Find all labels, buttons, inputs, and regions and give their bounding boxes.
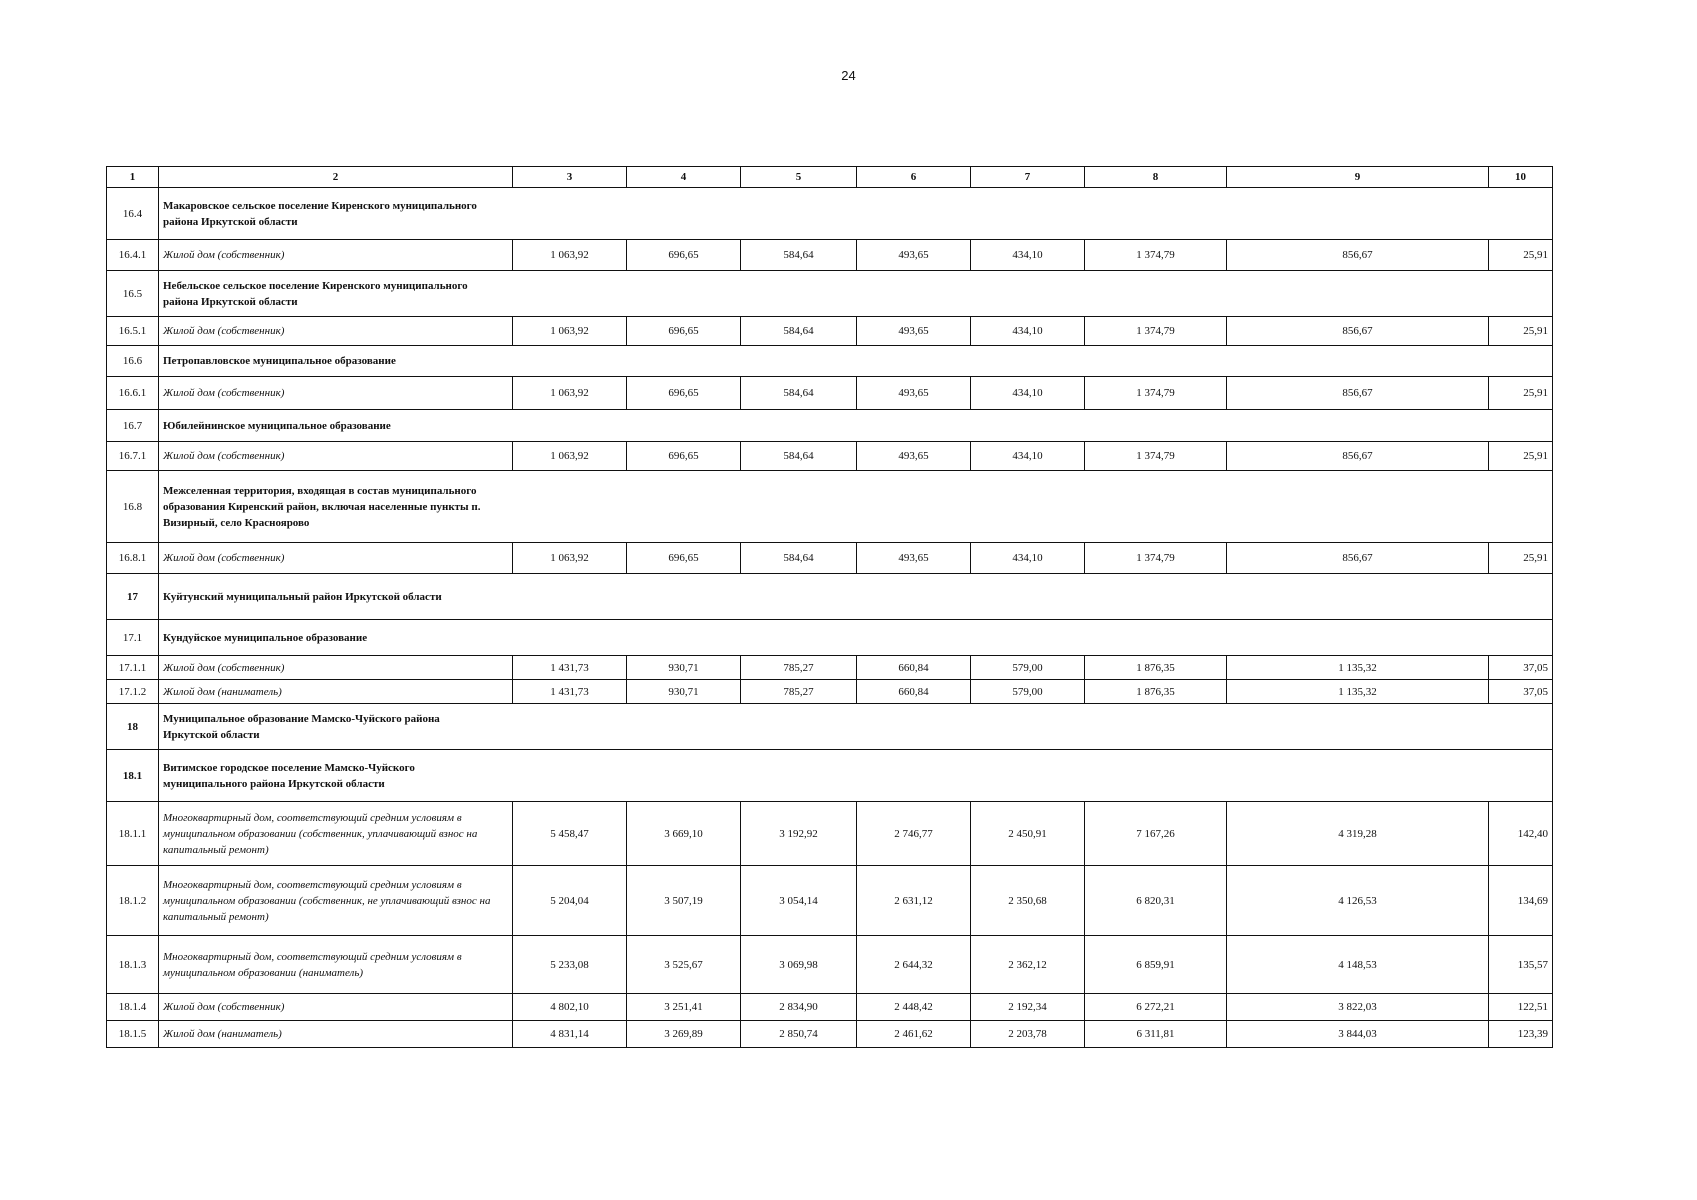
header-cell: 3: [513, 167, 627, 188]
value-cell: 1 063,92: [513, 442, 627, 471]
item-name: Многоквартирный дом, соответствующий средним условиям в муниципальном образовании (собственник, не уплачивающий взнос на капитальный ремонт): [159, 866, 513, 936]
value-cell: 122,51: [1489, 994, 1553, 1021]
row-code: 16.8: [107, 471, 159, 543]
value-cell: 2 350,68: [971, 866, 1085, 936]
item-name: Жилой дом (наниматель): [159, 680, 513, 704]
value-cell: 25,91: [1489, 317, 1553, 346]
value-cell: 6 272,21: [1085, 994, 1227, 1021]
value-cell: 3 669,10: [627, 802, 741, 866]
value-cell: 3 507,19: [627, 866, 741, 936]
section-title-text: Муниципальное образование Мамско-Чуйского района Иркутской области: [163, 712, 440, 741]
item-name: Многоквартирный дом, соответствующий средним условиям в муниципальном образовании (наниматель): [159, 936, 513, 994]
row-code: 16.4.1: [107, 240, 159, 271]
section-row: [107, 188, 1553, 240]
row-code: 17.1: [107, 620, 159, 656]
value-cell: 3 525,67: [627, 936, 741, 994]
value-cell: 493,65: [857, 442, 971, 471]
value-cell: 1 374,79: [1085, 543, 1227, 574]
value-cell: 2 461,62: [857, 1021, 971, 1048]
value-cell: 6 859,91: [1085, 936, 1227, 994]
value-cell: 434,10: [971, 543, 1085, 574]
item-row: [107, 994, 1553, 1021]
row-code: 18.1.4: [107, 994, 159, 1021]
value-cell: 6 311,81: [1085, 1021, 1227, 1048]
row-code: 16.7.1: [107, 442, 159, 471]
value-cell: 584,64: [741, 317, 857, 346]
value-cell: 135,57: [1489, 936, 1553, 994]
value-cell: 25,91: [1489, 377, 1553, 410]
value-cell: 434,10: [971, 442, 1085, 471]
value-cell: 1 876,35: [1085, 656, 1227, 680]
item-row: [107, 240, 1553, 271]
item-row: [107, 936, 1553, 994]
value-cell: 584,64: [741, 543, 857, 574]
item-row: [107, 656, 1553, 680]
value-cell: 1 135,32: [1227, 680, 1489, 704]
value-cell: 1 431,73: [513, 656, 627, 680]
value-cell: 2 746,77: [857, 802, 971, 866]
section-row: [107, 750, 1553, 802]
row-code: 17.1.1: [107, 656, 159, 680]
value-cell: 1 876,35: [1085, 680, 1227, 704]
value-cell: 660,84: [857, 680, 971, 704]
value-cell: 2 834,90: [741, 994, 857, 1021]
value-cell: 25,91: [1489, 543, 1553, 574]
value-cell: 7 167,26: [1085, 802, 1227, 866]
value-cell: 2 192,34: [971, 994, 1085, 1021]
value-cell: 1 374,79: [1085, 377, 1227, 410]
item-row: [107, 802, 1553, 866]
value-cell: 4 802,10: [513, 994, 627, 1021]
value-cell: 2 362,12: [971, 936, 1085, 994]
value-cell: 3 822,03: [1227, 994, 1489, 1021]
value-cell: 493,65: [857, 543, 971, 574]
value-cell: 2 631,12: [857, 866, 971, 936]
value-cell: 1 135,32: [1227, 656, 1489, 680]
value-cell: 37,05: [1489, 656, 1553, 680]
section-title-text: Межселенная территория, входящая в состав муниципального образования Киренский район, включая населенные пункты п. Визирный, село Красноярово: [163, 484, 481, 529]
header-row: [107, 167, 1553, 188]
row-code: 18: [107, 704, 159, 750]
header-cell: 9: [1227, 167, 1489, 188]
row-code: 16.5.1: [107, 317, 159, 346]
value-cell: 2 644,32: [857, 936, 971, 994]
item-name: Жилой дом (собственник): [159, 442, 513, 471]
value-cell: 1 374,79: [1085, 240, 1227, 271]
section-title-text: Куйтунский муниципальный район Иркутской области: [163, 590, 442, 603]
header-cell: 10: [1489, 167, 1553, 188]
value-cell: 3 054,14: [741, 866, 857, 936]
value-cell: 25,91: [1489, 442, 1553, 471]
row-code: 16.7: [107, 410, 159, 442]
section-row: [107, 410, 1553, 442]
value-cell: 2 450,91: [971, 802, 1085, 866]
value-cell: 493,65: [857, 240, 971, 271]
item-name: Многоквартирный дом, соответствующий средним условиям в муниципальном образовании (собственник, уплачивающий взнос на капитальный ремонт): [159, 802, 513, 866]
value-cell: 1 374,79: [1085, 442, 1227, 471]
value-cell: 2 448,42: [857, 994, 971, 1021]
item-row: [107, 317, 1553, 346]
value-cell: 3 069,98: [741, 936, 857, 994]
header-cell: 2: [159, 167, 513, 188]
section-row: [107, 346, 1553, 377]
item-name: Жилой дом (собственник): [159, 994, 513, 1021]
item-name: Жилой дом (собственник): [159, 317, 513, 346]
section-title: [159, 750, 1553, 802]
section-row: [107, 271, 1553, 317]
value-cell: 930,71: [627, 680, 741, 704]
section-title: [159, 704, 1553, 750]
value-cell: 856,67: [1227, 240, 1489, 271]
value-cell: 2 203,78: [971, 1021, 1085, 1048]
section-title: [159, 471, 1553, 543]
section-title-text: Кундуйское муниципальное образование: [163, 631, 368, 644]
row-code: 18.1.3: [107, 936, 159, 994]
value-cell: 5 233,08: [513, 936, 627, 994]
item-name: Жилой дом (собственник): [159, 240, 513, 271]
value-cell: 584,64: [741, 377, 857, 410]
value-cell: 856,67: [1227, 442, 1489, 471]
item-row: [107, 377, 1553, 410]
value-cell: 4 148,53: [1227, 936, 1489, 994]
row-code: 17: [107, 574, 159, 620]
value-cell: 493,65: [857, 377, 971, 410]
item-row: [107, 866, 1553, 936]
header-cell: 6: [857, 167, 971, 188]
section-row: [107, 471, 1553, 543]
header-cell: 5: [741, 167, 857, 188]
value-cell: 434,10: [971, 317, 1085, 346]
row-code: 18.1.1: [107, 802, 159, 866]
value-cell: 930,71: [627, 656, 741, 680]
value-cell: 584,64: [741, 240, 857, 271]
section-title: [159, 620, 1553, 656]
row-code: 16.6: [107, 346, 159, 377]
value-cell: 1 431,73: [513, 680, 627, 704]
value-cell: 5 458,47: [513, 802, 627, 866]
section-title-text: Макаровское сельское поселение Киренского муниципального района Иркутской области: [163, 199, 477, 228]
section-title: [159, 574, 1553, 620]
value-cell: 4 319,28: [1227, 802, 1489, 866]
header-cell: 7: [971, 167, 1085, 188]
value-cell: 579,00: [971, 656, 1085, 680]
item-name: Жилой дом (наниматель): [159, 1021, 513, 1048]
value-cell: 856,67: [1227, 377, 1489, 410]
page-number: 24: [841, 68, 856, 83]
row-code: 16.4: [107, 188, 159, 240]
value-cell: 493,65: [857, 317, 971, 346]
section-title: [159, 271, 1553, 317]
value-cell: 696,65: [627, 240, 741, 271]
value-cell: 25,91: [1489, 240, 1553, 271]
value-cell: 856,67: [1227, 543, 1489, 574]
value-cell: 1 374,79: [1085, 317, 1227, 346]
value-cell: 2 850,74: [741, 1021, 857, 1048]
section-title-text: Небельское сельское поселение Киренского муниципального района Иркутской области: [163, 279, 468, 308]
row-code: 18.1.5: [107, 1021, 159, 1048]
value-cell: 123,39: [1489, 1021, 1553, 1048]
section-title-text: Витимское городское поселение Мамско-Чуйского муниципального района Иркутской области: [163, 761, 415, 790]
item-name: Жилой дом (собственник): [159, 377, 513, 410]
value-cell: 785,27: [741, 656, 857, 680]
value-cell: 142,40: [1489, 802, 1553, 866]
value-cell: 5 204,04: [513, 866, 627, 936]
value-cell: 3 269,89: [627, 1021, 741, 1048]
value-cell: 37,05: [1489, 680, 1553, 704]
item-name: Жилой дом (собственник): [159, 543, 513, 574]
item-row: [107, 442, 1553, 471]
section-title: [159, 188, 1553, 240]
value-cell: 1 063,92: [513, 240, 627, 271]
section-row: [107, 620, 1553, 656]
value-cell: 434,10: [971, 377, 1085, 410]
row-code: 17.1.2: [107, 680, 159, 704]
value-cell: 3 192,92: [741, 802, 857, 866]
header-cell: 1: [107, 167, 159, 188]
table-body: [107, 167, 1553, 1048]
item-name: Жилой дом (собственник): [159, 656, 513, 680]
value-cell: 696,65: [627, 317, 741, 346]
section-title: [159, 346, 1553, 377]
value-cell: 4 831,14: [513, 1021, 627, 1048]
value-cell: 134,69: [1489, 866, 1553, 936]
value-cell: 584,64: [741, 442, 857, 471]
row-code: 16.6.1: [107, 377, 159, 410]
section-title-text: Петропавловское муниципальное образование: [163, 355, 396, 367]
value-cell: 696,65: [627, 543, 741, 574]
header-cell: 8: [1085, 167, 1227, 188]
row-code: 16.8.1: [107, 543, 159, 574]
item-row: [107, 680, 1553, 704]
item-row: [107, 1021, 1553, 1048]
row-code: 18.1.2: [107, 866, 159, 936]
section-row: [107, 704, 1553, 750]
section-row: [107, 574, 1553, 620]
value-cell: 434,10: [971, 240, 1085, 271]
value-cell: 1 063,92: [513, 543, 627, 574]
value-cell: 696,65: [627, 377, 741, 410]
value-cell: 4 126,53: [1227, 866, 1489, 936]
tariff-table: [106, 166, 1553, 1048]
value-cell: 696,65: [627, 442, 741, 471]
row-code: 16.5: [107, 271, 159, 317]
value-cell: 6 820,31: [1085, 866, 1227, 936]
item-row: [107, 543, 1553, 574]
value-cell: 579,00: [971, 680, 1085, 704]
value-cell: 785,27: [741, 680, 857, 704]
value-cell: 660,84: [857, 656, 971, 680]
header-cell: 4: [627, 167, 741, 188]
value-cell: 3 844,03: [1227, 1021, 1489, 1048]
section-title: [159, 410, 1553, 442]
value-cell: 1 063,92: [513, 317, 627, 346]
value-cell: 856,67: [1227, 317, 1489, 346]
value-cell: 3 251,41: [627, 994, 741, 1021]
section-title-text: Юбилейнинское муниципальное образование: [163, 419, 391, 432]
value-cell: 1 063,92: [513, 377, 627, 410]
row-code: 18.1: [107, 750, 159, 802]
